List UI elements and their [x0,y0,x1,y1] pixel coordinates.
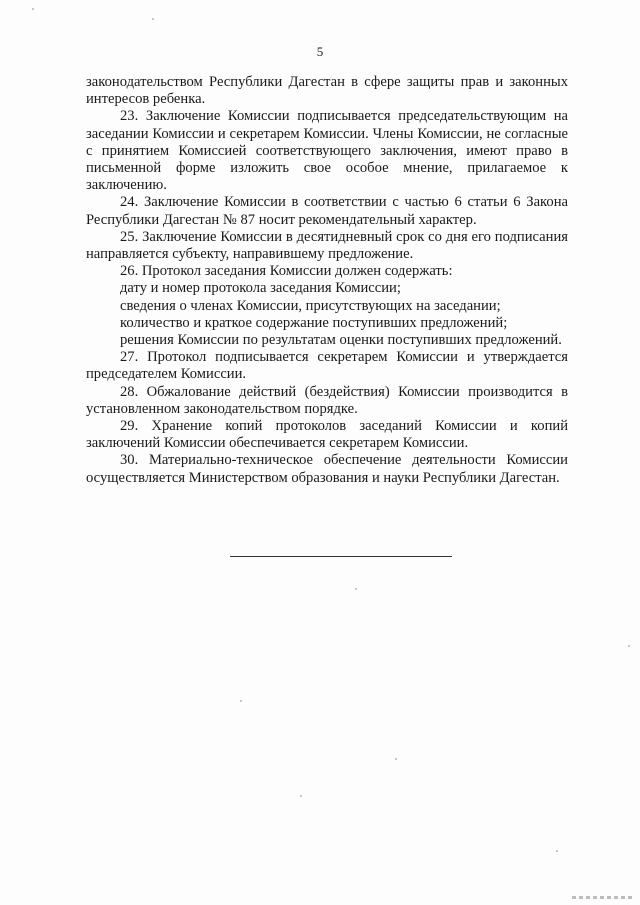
clause-25: 25. Заключение Комиссии в десятидневный срок со дня его подписания направляется субъекту, направившему предложение. [86,228,568,263]
clause-23: 23. Заключение Комиссии подписывается председательствующим на заседании Комиссии и секретарем Комиссии. Члены Комиссии, не согласные с принятием Комиссией соответствующего заключения, имеют право в письменной форме изложить свое особое мнение, прилагаемое к заключению. [86,108,568,194]
scan-speck [240,700,242,702]
page-number: 5 [316,44,324,59]
clause-27: 27. Протокол подписывается секретарем Комиссии и утверждается председателем Комиссии. [86,349,568,383]
clause-24: 24. Заключение Комиссии в соответствии с частью 6 статьи 6 Закона Республики Дагестан № 87 носит рекомендательный характер. [86,194,568,228]
scan-speck [355,588,357,590]
scan-speck [556,850,558,852]
document-body [86,74,568,487]
clause-30: 30. Материально-техническое обеспечение деятельности Комиссии осуществляется Министерством образования и науки Республики Дагестан. [86,452,568,486]
clause-26-item-members: сведения о членах Комиссии, присутствующих на заседании; [120,297,501,314]
scan-speck [395,758,397,760]
clause-26-item-date: дату и номер протокола заседания Комиссии; [120,280,401,297]
paragraph-continuation: законодательством Республики Дагестан в сфере защиты прав и законных интересов ребенка. [86,74,568,108]
scan-speck [300,795,302,797]
scan-speck [628,645,630,647]
scan-speck [32,8,34,10]
clause-29: 29. Хранение копий протоколов заседаний Комиссии и копий заключений Комиссии обеспечивается секретарем Комиссии. [86,418,568,452]
clause-28: 28. Обжалование действий (бездействия) Комиссии производится в установленном законодательством порядке. [86,383,568,417]
scan-edge-mark [572,896,632,899]
clause-26-item-decisions: решения Комиссии по результатам оценки поступивших предложений. [120,332,562,349]
clause-26: 26. Протокол заседания Комиссии должен содержать: [120,263,453,280]
scan-speck [152,18,154,20]
end-of-text-rule [230,556,452,557]
clause-26-item-proposals: количество и краткое содержание поступивших предложений; [120,314,508,331]
